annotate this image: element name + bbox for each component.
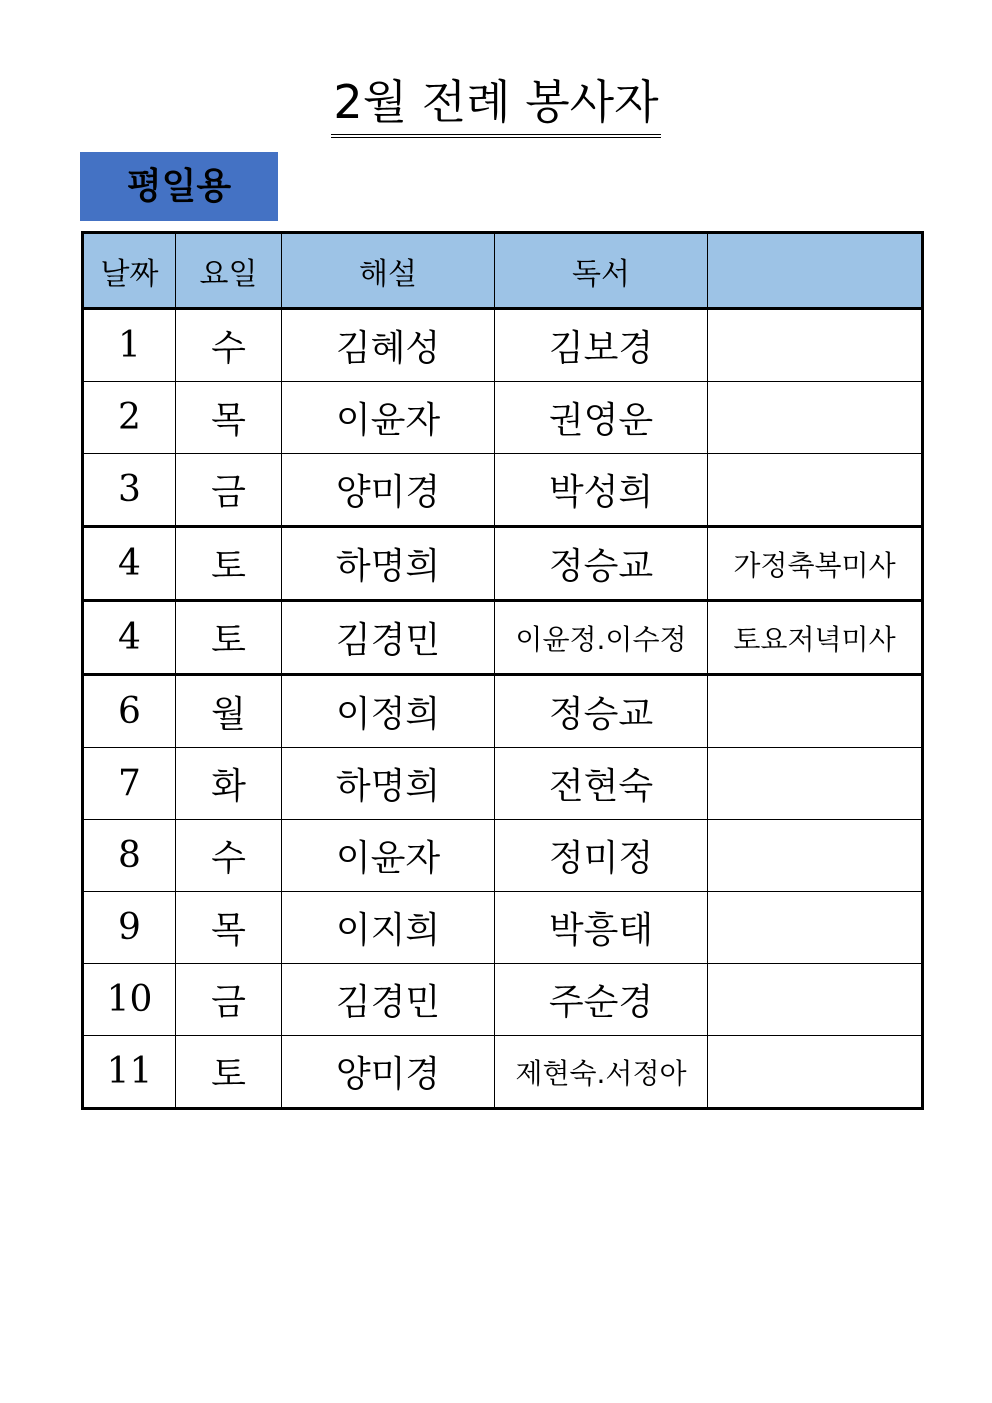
- table-row: [83, 601, 923, 675]
- cell-date: 4: [83, 601, 176, 675]
- cell-date: 3: [83, 454, 176, 527]
- section-label: 평일용: [80, 152, 278, 221]
- cell-commentary: 이윤자: [282, 820, 495, 892]
- header-reading: 독서: [495, 233, 708, 309]
- table-row: [83, 454, 923, 527]
- cell-day: 목: [176, 382, 282, 454]
- cell-note: [708, 675, 923, 748]
- cell-reading: 박성희: [495, 454, 708, 527]
- cell-note: 토요저녁미사: [708, 601, 923, 675]
- cell-reading: 주순경: [495, 964, 708, 1036]
- table-row: [83, 892, 923, 964]
- cell-note: [708, 309, 923, 382]
- cell-day: 수: [176, 309, 282, 382]
- table-row: [83, 1036, 923, 1109]
- cell-reading: 정승교: [495, 675, 708, 748]
- page-title: [0, 70, 992, 138]
- table-row: [83, 309, 923, 382]
- cell-commentary: 이윤자: [282, 382, 495, 454]
- cell-date: 8: [83, 820, 176, 892]
- cell-commentary: 김경민: [282, 964, 495, 1036]
- cell-note: [708, 748, 923, 820]
- cell-day: 월: [176, 675, 282, 748]
- cell-date: 7: [83, 748, 176, 820]
- header-day: 요일: [176, 233, 282, 309]
- header-note: [708, 233, 923, 309]
- cell-day: 금: [176, 454, 282, 527]
- cell-reading: 이윤정.이수정: [495, 601, 708, 675]
- cell-commentary: 이정희: [282, 675, 495, 748]
- table-row: [83, 382, 923, 454]
- cell-commentary: 하명희: [282, 748, 495, 820]
- cell-commentary: 양미경: [282, 1036, 495, 1109]
- cell-reading: 권영운: [495, 382, 708, 454]
- header-commentary: 해설: [282, 233, 495, 309]
- table-row: [83, 527, 923, 601]
- cell-day: 수: [176, 820, 282, 892]
- cell-date: 2: [83, 382, 176, 454]
- table-row: [83, 820, 923, 892]
- cell-commentary: 김경민: [282, 601, 495, 675]
- cell-commentary: 양미경: [282, 454, 495, 527]
- table-header-row: [83, 233, 923, 309]
- cell-date: 6: [83, 675, 176, 748]
- cell-note: [708, 1036, 923, 1109]
- cell-note: [708, 820, 923, 892]
- cell-commentary: 하명희: [282, 527, 495, 601]
- table-row: [83, 748, 923, 820]
- cell-date: 11: [83, 1036, 176, 1109]
- cell-day: 토: [176, 527, 282, 601]
- cell-reading: 정미정: [495, 820, 708, 892]
- cell-day: 화: [176, 748, 282, 820]
- cell-note: [708, 892, 923, 964]
- cell-day: 토: [176, 1036, 282, 1109]
- table-row: [83, 964, 923, 1036]
- cell-note: [708, 964, 923, 1036]
- cell-day: 토: [176, 601, 282, 675]
- cell-note: 가정축복미사: [708, 527, 923, 601]
- cell-commentary: 김혜성: [282, 309, 495, 382]
- cell-date: 10: [83, 964, 176, 1036]
- cell-reading: 정승교: [495, 527, 708, 601]
- cell-day: 금: [176, 964, 282, 1036]
- cell-date: 1: [83, 309, 176, 382]
- roster-table: [81, 231, 924, 1110]
- cell-reading: 박흥태: [495, 892, 708, 964]
- cell-day: 목: [176, 892, 282, 964]
- page-title-text: 2월 전례 봉사자: [331, 70, 660, 138]
- header-date: 날짜: [83, 233, 176, 309]
- cell-reading: 김보경: [495, 309, 708, 382]
- cell-reading: 전현숙: [495, 748, 708, 820]
- cell-date: 4: [83, 527, 176, 601]
- cell-note: [708, 454, 923, 527]
- cell-commentary: 이지희: [282, 892, 495, 964]
- cell-date: 9: [83, 892, 176, 964]
- table-row: [83, 675, 923, 748]
- cell-note: [708, 382, 923, 454]
- cell-reading: 제현숙.서정아: [495, 1036, 708, 1109]
